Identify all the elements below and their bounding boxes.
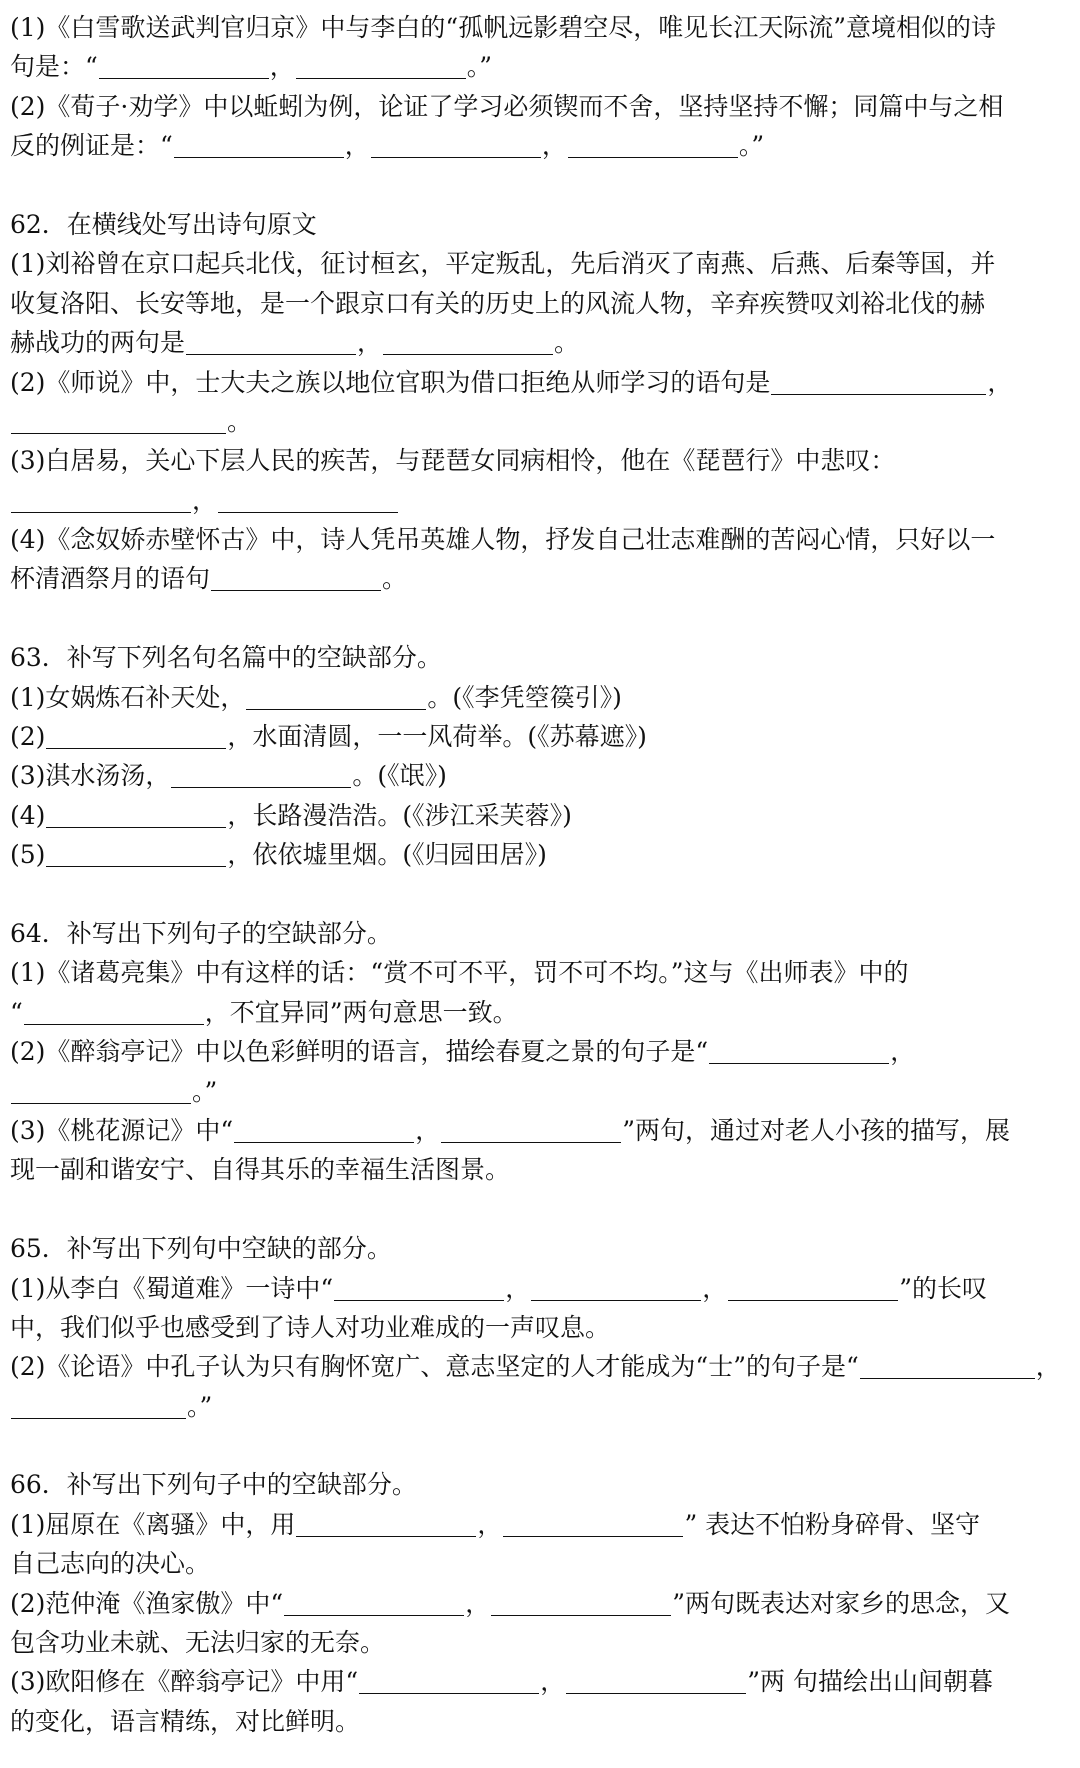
line-text: 。” (738, 131, 765, 161)
text-line (10, 441, 1070, 480)
answer-blank[interactable] (174, 132, 344, 158)
text-line (10, 87, 1070, 126)
answer-blank[interactable] (709, 1038, 889, 1064)
line-text: ，不宜异同”两句意思一致。 (204, 997, 518, 1027)
line-text: (5) (10, 840, 46, 870)
answer-blank[interactable] (728, 1275, 898, 1301)
line-text: (2)范仲淹《渔家傲》中“ (10, 1588, 284, 1618)
answer-blank[interactable] (296, 53, 466, 79)
text-line (10, 1387, 1070, 1426)
answer-blank[interactable] (246, 684, 426, 710)
line-text: ， (344, 131, 370, 161)
line-text: ， (890, 1037, 916, 1067)
answer-blank[interactable] (46, 723, 226, 749)
line-text: 。” (187, 1391, 213, 1421)
text-line (10, 8, 1070, 47)
text-line (10, 402, 1070, 441)
answer-blank[interactable] (771, 369, 986, 395)
line-text: (2) (10, 722, 46, 752)
paragraph-gap (10, 875, 1070, 914)
line-text: 66．补写出下列句子中的空缺部分。 (10, 1470, 417, 1500)
line-text: 。” (192, 1076, 218, 1106)
line-text: (1)《白雪歌送武判官归京》中与李白的“孤帆远影碧空尽，唯见长江天际流”意境相似的诗 (10, 13, 996, 42)
line-text: ， (541, 131, 567, 161)
line-text: ，水面清圆，一一风荷举。(《苏幕遮》) (227, 722, 647, 752)
text-line (10, 559, 1070, 598)
line-text: 。” (466, 52, 493, 82)
line-text: (1)屈原在《离骚》中，用 (10, 1509, 296, 1539)
line-text: 。(《李凭箜篌引》) (427, 682, 622, 712)
line-text: ，长路漫浩浩。(《涉江采芙蓉》) (227, 800, 572, 830)
answer-blank[interactable] (566, 1668, 746, 1694)
text-line (10, 993, 1070, 1032)
answer-blank[interactable] (234, 1117, 414, 1143)
line-text: ， (702, 1273, 728, 1303)
line-text: ， (540, 1667, 566, 1697)
line-text: (1)《诸葛亮集》中有这样的话：“赏不可不平，罚不可不均。”这与《出师表》中的 (10, 958, 909, 988)
text-line (10, 756, 1070, 795)
answer-blank[interactable] (11, 1078, 191, 1104)
answer-blank[interactable] (218, 487, 398, 513)
paragraph-gap (10, 599, 1070, 638)
answer-blank[interactable] (171, 762, 351, 788)
line-text: ， (269, 52, 295, 82)
line-text: (3)《桃花源记》中“ (10, 1115, 234, 1145)
line-text: (3)淇水汤汤， (10, 761, 171, 791)
text-line (10, 244, 1070, 283)
line-text: (3)欧阳修在《醉翁亭记》中用“ (10, 1667, 359, 1697)
text-line (10, 363, 1070, 402)
text-line (10, 1347, 1070, 1386)
line-text: (2)《醉翁亭记》中以色彩鲜明的语言，描绘春夏之景的句子是“ (10, 1037, 709, 1067)
text-line (10, 1111, 1070, 1150)
line-text: 64．补写出下列句子的空缺部分。 (10, 918, 392, 948)
answer-blank[interactable] (284, 1590, 464, 1616)
text-line (10, 1544, 1070, 1583)
line-text: (1)女娲炼石补天处， (10, 682, 246, 712)
text-line (10, 205, 1070, 244)
line-text: ”两句既表达对家乡的思念，又 (672, 1588, 1011, 1618)
answer-blank[interactable] (860, 1353, 1035, 1379)
line-text: 。 (227, 406, 253, 436)
text-line (10, 914, 1070, 953)
line-text: ”两 句描绘出山间朝暮 (747, 1667, 993, 1697)
line-text: 现一副和谐安宁、自得其乐的幸福生活图景。 (10, 1155, 511, 1185)
line-text: (2)《荀子·劝学》中以蚯蚓为例，论证了学习必须锲而不舍，坚持坚持不懈；同篇中与之相 (10, 91, 1004, 121)
line-text: (1)从李白《蜀道难》一诗中“ (10, 1273, 334, 1303)
text-line (10, 717, 1070, 756)
text-line (10, 835, 1070, 874)
answer-blank[interactable] (46, 841, 226, 867)
text-line (10, 1032, 1070, 1071)
line-text: ， (465, 1588, 491, 1618)
line-text: ， (477, 1509, 503, 1539)
line-text: ， (987, 367, 1013, 397)
line-text: (2)《论语》中孔子认为只有胸怀宽广、意志坚定的人才能成为“士”的句子是“ (10, 1352, 859, 1382)
answer-blank[interactable] (531, 1275, 701, 1301)
answer-blank[interactable] (186, 329, 356, 355)
line-text: 自己志向的决心。 (10, 1549, 211, 1579)
line-text: 。 (382, 564, 408, 594)
text-line (10, 678, 1070, 717)
line-text: 62．在横线处写出诗句原文 (10, 209, 317, 239)
line-text: 杯清酒祭月的语句 (10, 564, 211, 594)
line-text: ， (192, 485, 218, 515)
text-line (10, 1072, 1070, 1111)
line-text: 。(《氓》) (352, 761, 447, 791)
document-page (10, 8, 1070, 1741)
line-text: 的变化，语言精练，对比鲜明。 (10, 1706, 361, 1736)
line-text: “ (10, 997, 23, 1027)
text-line (10, 323, 1070, 362)
answer-blank[interactable] (296, 1511, 476, 1537)
text-line (10, 1623, 1070, 1662)
text-line (10, 1702, 1070, 1741)
answer-blank[interactable] (383, 329, 553, 355)
line-text: ， (505, 1273, 531, 1303)
line-text: 句是：“ (10, 52, 98, 82)
line-text: (4)《念奴娇赤壁怀古》中，诗人凭吊英雄人物，抒发自己壮志难酬的苦闷心情，只好以一 (10, 525, 996, 555)
answer-blank[interactable] (46, 802, 226, 828)
answer-blank[interactable] (211, 565, 381, 591)
line-text: 。 (554, 328, 580, 358)
text-line (10, 1269, 1070, 1308)
answer-blank[interactable] (334, 1275, 504, 1301)
line-text: ”两句，通过对老人小孩的描写，展 (622, 1115, 1011, 1145)
text-line (10, 126, 1070, 165)
line-text: ，依依墟里烟。(《归园田居》) (227, 840, 547, 870)
line-text: 反的例证是：“ (10, 131, 173, 161)
line-text: ” 表达不怕粉身碎骨、坚守 (684, 1509, 981, 1539)
paragraph-gap (10, 166, 1070, 205)
line-text: (1)刘裕曾在京口起兵北伐，征讨桓玄，平定叛乱，先后消灭了南燕、后燕、后秦等国，并 (10, 249, 996, 279)
line-text: ”的长叹 (899, 1273, 988, 1303)
text-line (10, 1229, 1070, 1268)
line-text: 赫战功的两句是 (10, 328, 186, 358)
text-line (10, 520, 1070, 559)
text-line (10, 481, 1070, 520)
answer-blank[interactable] (359, 1668, 539, 1694)
answer-blank[interactable] (441, 1117, 621, 1143)
paragraph-gap (10, 1426, 1070, 1465)
line-text: (2)《师说》中，士大夫之族以地位官职为借口拒绝从师学习的语句是 (10, 367, 771, 397)
answer-blank[interactable] (24, 999, 204, 1025)
line-text: 收复洛阳、长安等地，是一个跟京口有关的历史上的风流人物，辛弃疾赞叹刘裕北伐的赫 (10, 288, 986, 318)
text-line (10, 953, 1070, 992)
line-text: (3)白居易，关心下层人民的疾苦，与琵琶女同病相怜，他在《琵琶行》中悲叹： (10, 446, 896, 476)
answer-blank[interactable] (11, 408, 226, 434)
line-text: 63．补写下列名句名篇中的空缺部分。 (10, 643, 442, 673)
text-line (10, 47, 1070, 86)
line-text: 65．补写出下列句中空缺的部分。 (10, 1234, 392, 1264)
text-line (10, 1505, 1070, 1544)
answer-blank[interactable] (11, 487, 191, 513)
line-text: ， (1035, 1352, 1061, 1382)
answer-blank[interactable] (568, 132, 738, 158)
line-text: ， (415, 1115, 441, 1145)
line-text: 包含功业未就、无法归家的无奈。 (10, 1628, 386, 1658)
text-line (10, 1150, 1070, 1189)
text-line (10, 284, 1070, 323)
answer-blank[interactable] (371, 132, 541, 158)
text-line (10, 638, 1070, 677)
text-line (10, 1308, 1070, 1347)
text-line (10, 1465, 1070, 1504)
text-line (10, 1662, 1070, 1701)
answer-blank[interactable] (503, 1511, 683, 1537)
answer-blank[interactable] (99, 53, 269, 79)
answer-blank[interactable] (491, 1590, 671, 1616)
text-line (10, 796, 1070, 835)
line-text: ， (357, 328, 383, 358)
paragraph-gap (10, 1190, 1070, 1229)
line-text: 中，我们似乎也感受到了诗人对功业难成的一声叹息。 (10, 1312, 611, 1342)
line-text: (4) (10, 800, 46, 830)
answer-blank[interactable] (11, 1393, 186, 1419)
text-line (10, 1584, 1070, 1623)
